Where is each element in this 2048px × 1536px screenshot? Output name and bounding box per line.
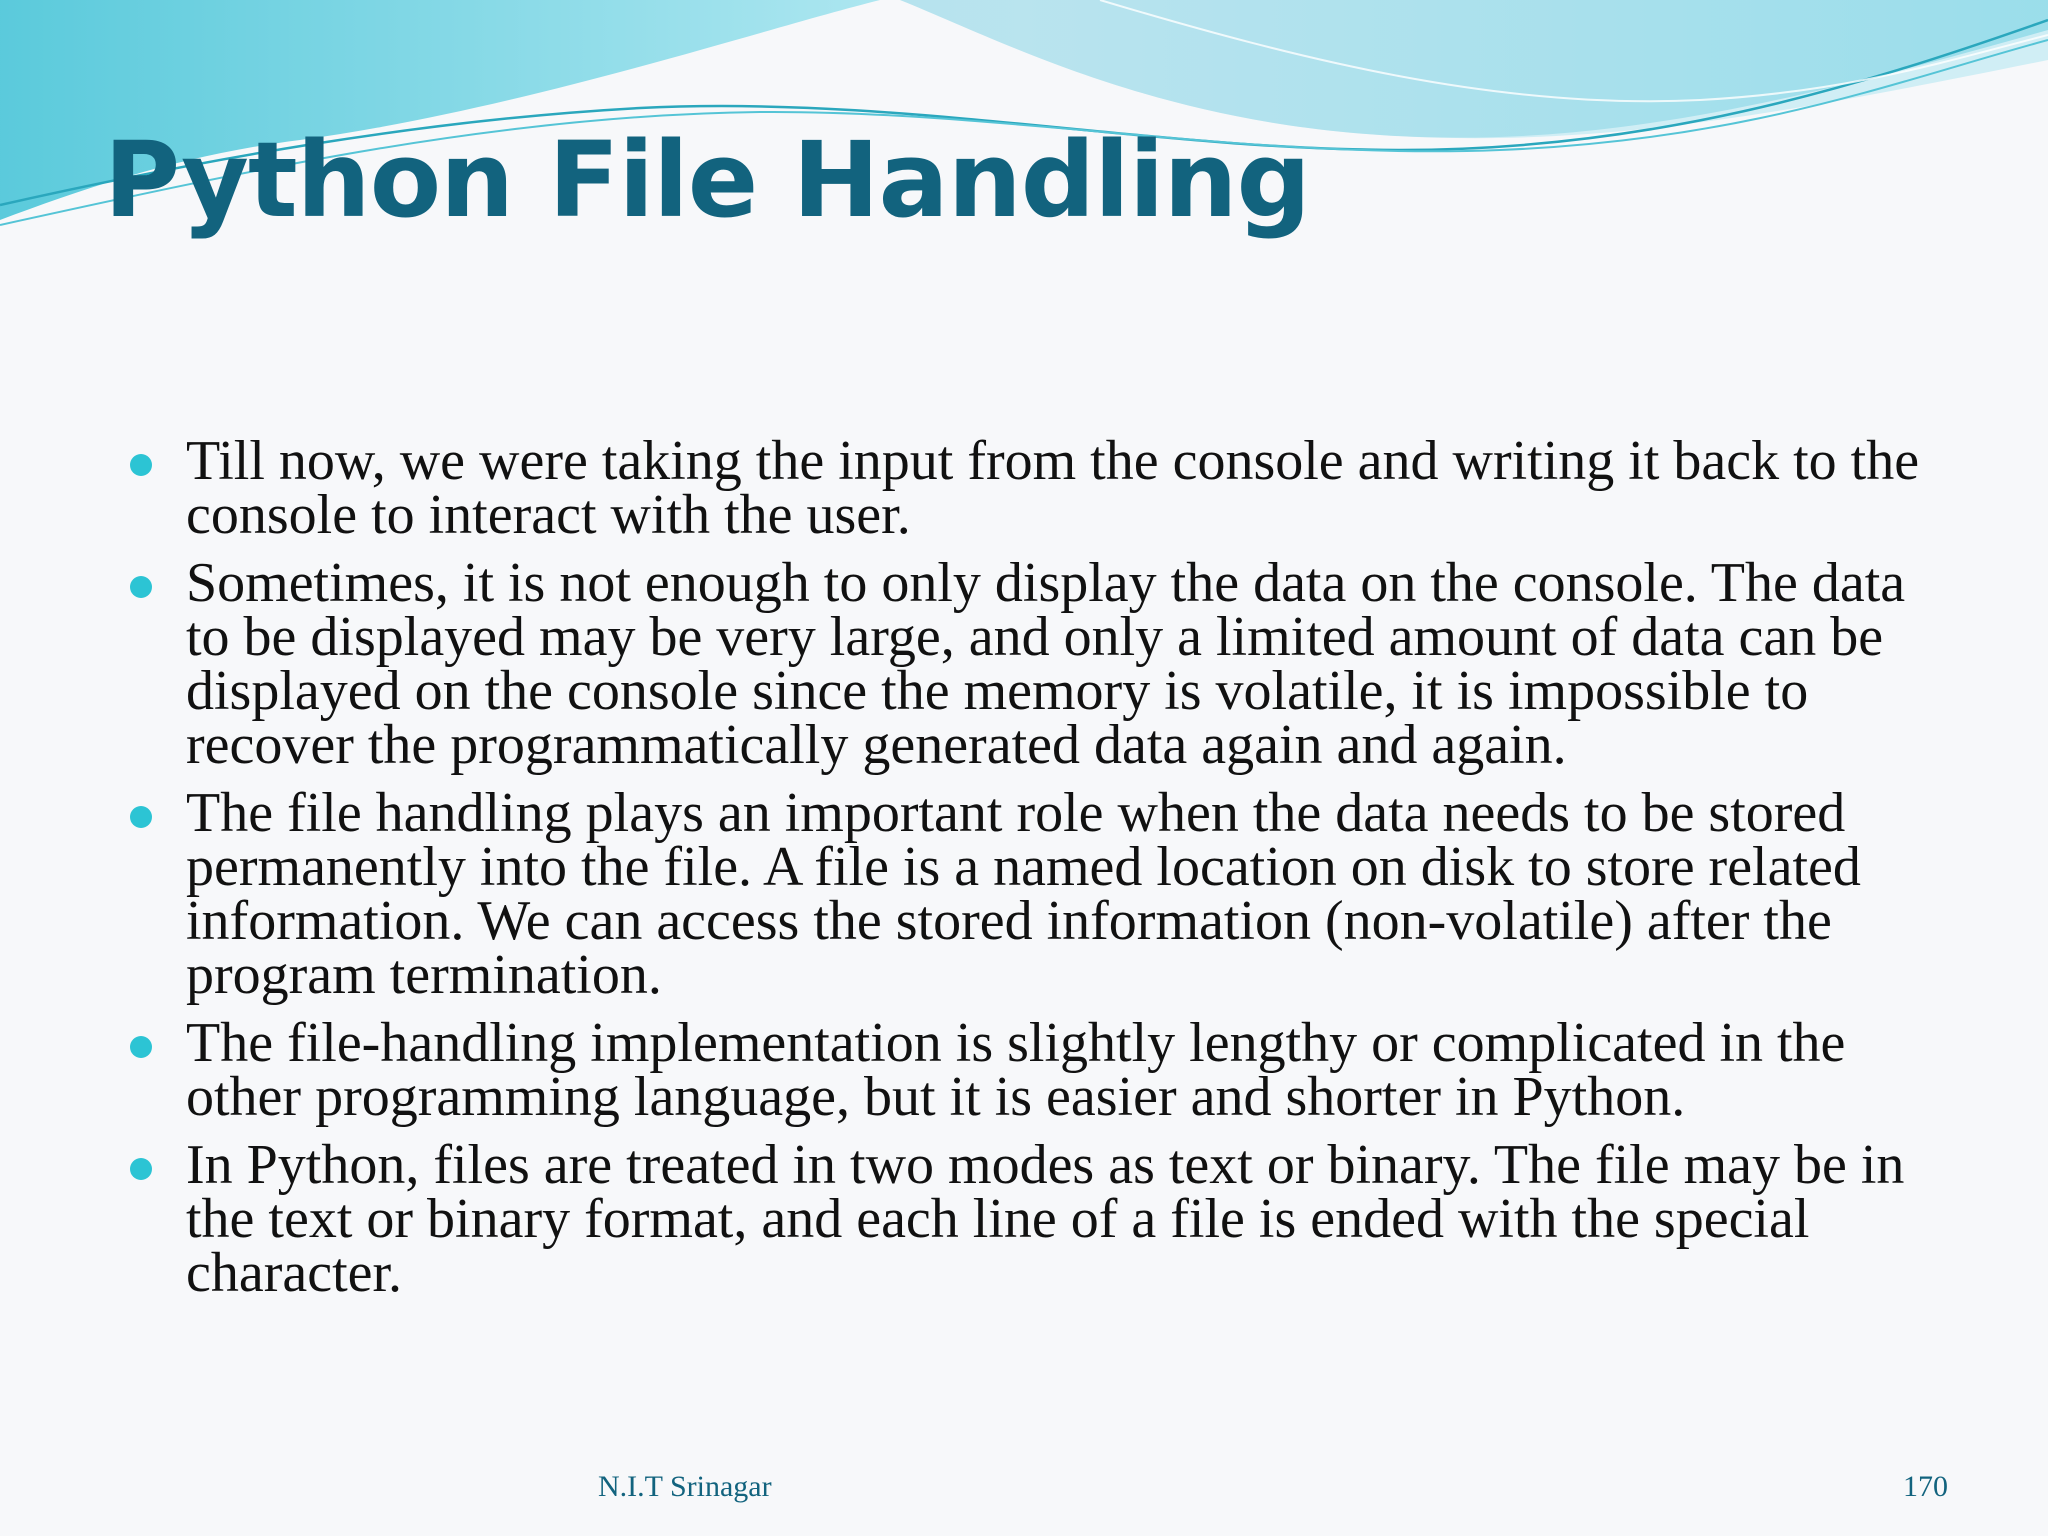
circle-bullet-icon	[130, 576, 152, 598]
footer-institution: N.I.T Srinagar	[598, 1470, 772, 1503]
bullet-item	[130, 1134, 1930, 1304]
bullet-text: In Python, files are treated in two modes as text or binary. The file may be in the text or binary format, and each line of a file is ended with the special character.	[186, 1134, 1905, 1304]
bullet-item	[130, 782, 1930, 1006]
bullet-text: Till now, we were taking the input from the console and writing it back to the console to interact with the user.	[186, 430, 1920, 546]
bullet-list	[130, 430, 1930, 1314]
circle-bullet-icon	[130, 454, 152, 476]
circle-bullet-icon	[130, 806, 152, 828]
page-number: 170	[1903, 1470, 1948, 1503]
slide-title: Python File Handling	[104, 119, 1310, 241]
bullet-text: The file handling plays an important role when the data needs to be stored permanently into the file. A file is a named location on disk to store related information. We can access the stored information (non-volatile) after the program termination.	[186, 782, 1861, 1006]
bullet-item	[130, 552, 1930, 776]
bullet-item	[130, 430, 1930, 546]
bullet-item	[130, 1012, 1930, 1128]
circle-bullet-icon	[130, 1158, 152, 1180]
bullet-text: The file-handling implementation is slightly lengthy or complicated in the other programming language, but it is easier and shorter in Python.	[186, 1012, 1846, 1128]
circle-bullet-icon	[130, 1036, 152, 1058]
bullet-text: Sometimes, it is not enough to only display the data on the console. The data to be displayed may be very large, and only a limited amount of data can be displayed on the console since the memory is volatile, it is impossible to recover the programmatically generated data again and again.	[186, 552, 1906, 776]
